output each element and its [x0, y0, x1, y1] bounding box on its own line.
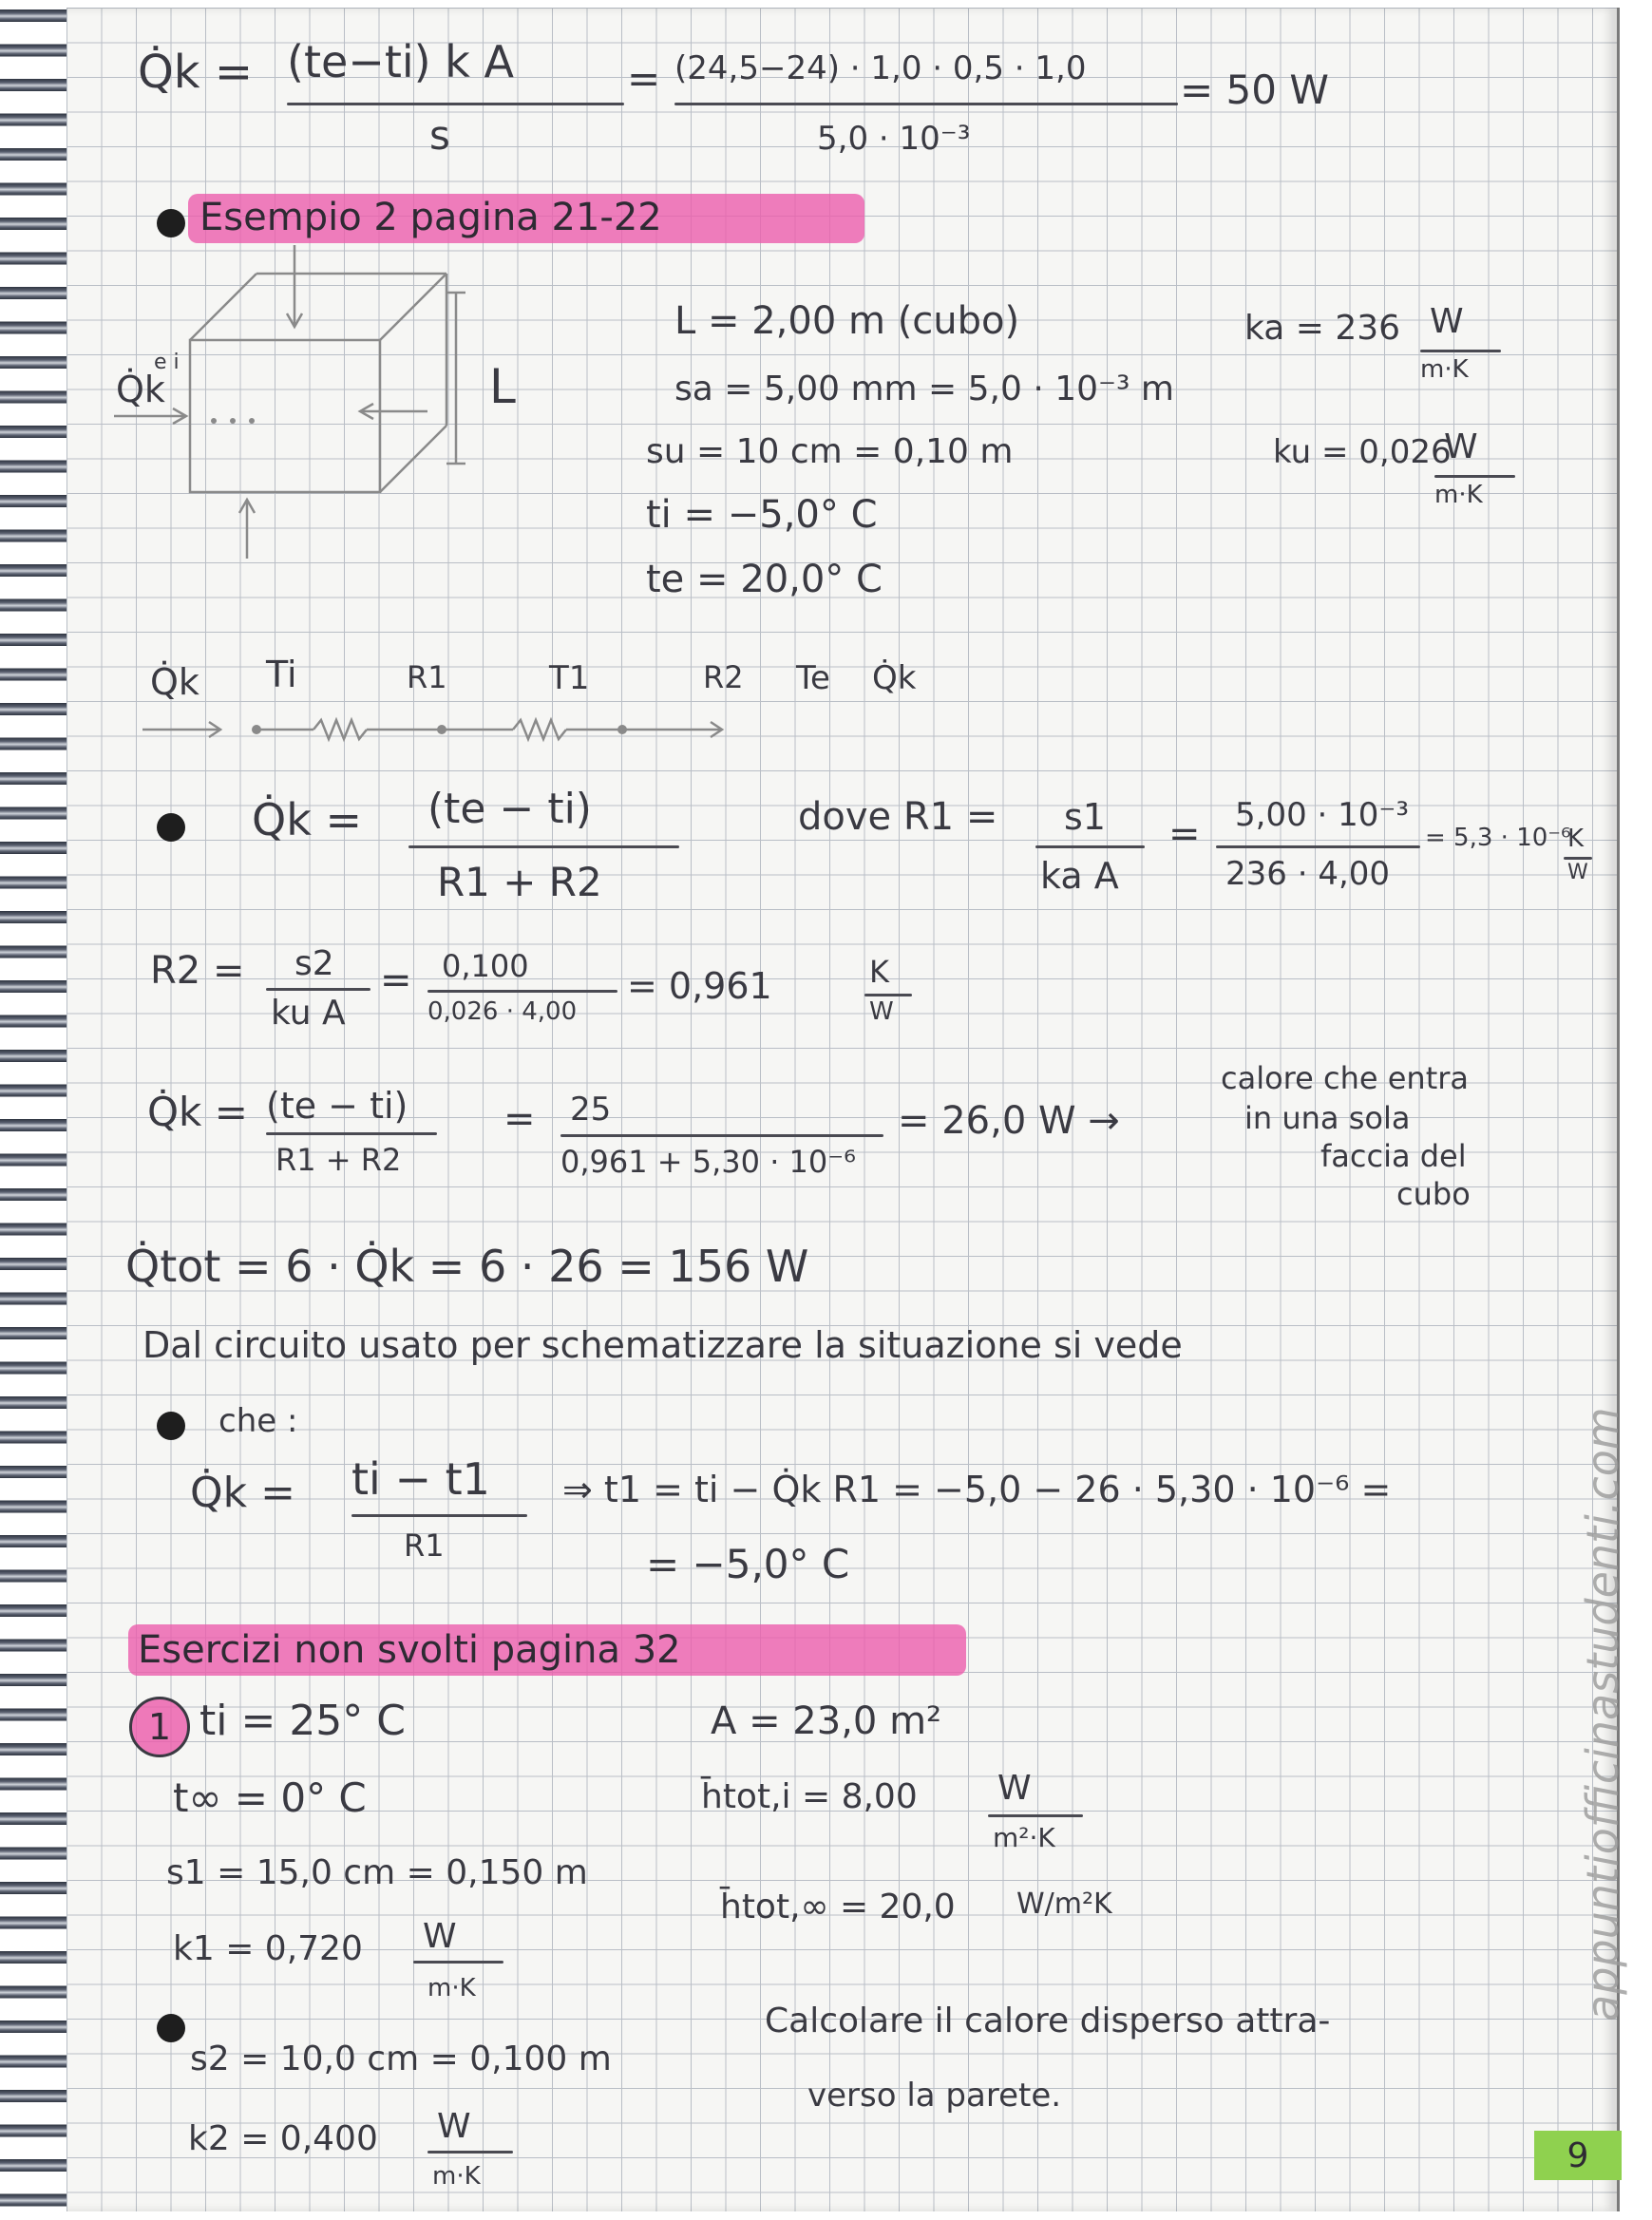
unit-numerator: W [1430, 302, 1464, 341]
numerator: (te − ti) [266, 1085, 408, 1127]
fraction-bar [408, 845, 679, 848]
unit-denominator: m·K [1420, 355, 1469, 384]
r2-result: = 0,961 [627, 965, 772, 1007]
ex1-s2: s2 = 10,0 cm = 0,100 m [190, 2040, 612, 2078]
binder-hole [157, 1412, 185, 1440]
eq2-lhs: Q̇k = [252, 794, 363, 845]
eq5-total-heat: Q̇tot = 6 · Q̇k = 6 · 26 = 156 W [125, 1241, 809, 1292]
numerator: 0,100 [442, 948, 529, 984]
given-te: te = 20,0° C [646, 558, 883, 601]
fraction-bar [560, 1134, 883, 1137]
denominator: ku A [271, 994, 346, 1033]
unit-numerator: K [869, 954, 889, 990]
section-heading-esercizi: Esercizi non svolti pagina 32 [138, 1628, 681, 1672]
unit-numerator: W [423, 1917, 457, 1956]
equals-sign: = [627, 55, 661, 102]
ex1-area: A = 23,0 m² [711, 1699, 942, 1743]
fraction-bar [1216, 845, 1420, 848]
note-line-3: faccia del [1320, 1138, 1467, 1174]
eq6-lhs: Q̇k = [190, 1469, 295, 1517]
equals-sign: = [380, 958, 412, 1002]
unit-numerator: W [437, 2107, 471, 2146]
fraction-bar [864, 994, 912, 996]
circuit-qk-right: Q̇k [872, 659, 917, 697]
fraction-bar [1035, 845, 1145, 848]
thermal-circuit [142, 711, 731, 749]
fraction-bar [1420, 350, 1501, 352]
notebook-page [66, 8, 1628, 2211]
circuit-R1: R1 [407, 659, 447, 695]
unit-denominator: m·K [432, 2162, 481, 2191]
ex1-tinf: t∞ = 0° C [173, 1774, 367, 1821]
cube-label-qk: Q̇k [116, 369, 165, 410]
numerator: s2 [294, 944, 334, 983]
ex1-h-inside: h̄tot,i = 8,00 [701, 1777, 918, 1816]
unit-denominator: W [1567, 861, 1588, 884]
denominator: 0,961 + 5,30 · 10⁻⁶ [560, 1144, 856, 1180]
unit-denominator: W [869, 997, 894, 1026]
eq1-f2-numerator: (24,5−24) · 1,0 · 0,5 · 1,0 [674, 49, 1087, 87]
binder-hole [157, 813, 185, 842]
numerator: 5,00 · 10⁻³ [1235, 796, 1409, 834]
numerator: s1 [1064, 796, 1106, 838]
denominator: R1 + R2 [437, 859, 602, 905]
fraction-bar [413, 1961, 503, 1964]
eq4-result: = 26,0 W → [898, 1099, 1120, 1143]
given-su: su = 10 cm = 0,10 m [646, 432, 1014, 471]
given-ti: ti = −5,0° C [646, 493, 878, 537]
ex1-task-line-2: verso la parete. [807, 2077, 1062, 2115]
circuit-Ti: Ti [266, 654, 297, 695]
unit-denominator: m·K [427, 1974, 476, 2002]
ex1-k1: k1 = 0,720 [173, 1929, 363, 1968]
eq1-result: = 50 W [1180, 66, 1329, 113]
note-line-1: calore che entra [1221, 1060, 1469, 1096]
circuit-qk-left: Q̇k [150, 661, 199, 703]
note-line-4: cubo [1396, 1176, 1471, 1212]
fraction-bar [351, 1514, 527, 1517]
circuit-Te: Te [796, 659, 830, 697]
ex1-task-line-1: Calcolare il calore disperso attra- [765, 2002, 1331, 2040]
hinf-unit: W/m²K [1016, 1888, 1112, 1921]
cube-label-L: L [489, 359, 516, 414]
denominator: 236 · 4,00 [1225, 855, 1391, 893]
fraction-bar [266, 1132, 437, 1135]
r1-result: = 5,3 · 10⁻⁶ [1425, 824, 1571, 852]
eq1-f1-numerator: (te−ti) k A [287, 36, 514, 87]
denominator: 0,026 · 4,00 [427, 997, 578, 1026]
eq2-dove-r1: dove R1 = [798, 795, 998, 839]
denominator: ka A [1040, 855, 1119, 897]
ex1-h-outside: h̄tot,∞ = 20,0 [720, 1888, 956, 1926]
sentence-line-1: Dal circuito usato per schematizzare la situazione si vede [142, 1324, 1183, 1366]
unit-denominator: m²·K [993, 1822, 1055, 1853]
eq6-result: = −5,0° C [646, 1541, 850, 1587]
eq1-lhs: Q̇k = [138, 46, 254, 99]
given-ku: ku = 0,026 [1273, 433, 1452, 471]
binder-hole [157, 2014, 185, 2042]
page-number-tag: 9 [1534, 2131, 1622, 2180]
fraction-bar [1434, 475, 1515, 478]
exercise-number-badge: 1 [129, 1697, 190, 1757]
fraction-bar [988, 1814, 1083, 1817]
eq1-f2-denominator: 5,0 · 10⁻³ [817, 120, 971, 158]
binder-hole [157, 209, 185, 237]
fraction-bar [1564, 857, 1592, 860]
equals-sign: = [503, 1097, 536, 1141]
unit-numerator: K [1567, 825, 1585, 853]
fraction-bar [427, 2151, 513, 2154]
eq1-f1-denominator: s [429, 112, 450, 159]
given-L: L = 2,00 m (cubo) [674, 299, 1020, 343]
equals-sign: = [1168, 812, 1201, 856]
ex1-ti: ti = 25° C [199, 1697, 407, 1745]
fraction-bar [427, 990, 617, 993]
watermark-text: appuntiofficinastudenti.com [1577, 1407, 1628, 2021]
section-heading-esempio-2: Esempio 2 pagina 21-22 [199, 196, 662, 239]
given-sa: sa = 5,00 mm = 5,0 · 10⁻³ m [674, 370, 1174, 408]
circuit-T1: T1 [549, 659, 590, 697]
denominator: R1 [404, 1527, 445, 1564]
given-ka: ka = 236 [1244, 309, 1401, 348]
numerator: ti − t1 [351, 1453, 490, 1505]
eq4-lhs: Q̇k = [147, 1089, 248, 1135]
cube-label-ei: e i [154, 351, 180, 374]
eq3-lhs: R2 = [150, 949, 245, 993]
sentence-line-2: che : [218, 1402, 298, 1440]
fraction-bar [674, 103, 1178, 105]
numerator: 25 [570, 1091, 612, 1129]
fraction-bar [287, 103, 624, 105]
eq6-implication: ⇒ t1 = ti − Q̇k R1 = −5,0 − 26 · 5,30 · 10⁻⁶ = [562, 1469, 1392, 1510]
numerator: (te − ti) [427, 785, 592, 833]
ex1-s1: s1 = 15,0 cm = 0,150 m [166, 1853, 588, 1892]
ex1-k2: k2 = 0,400 [188, 2119, 378, 2158]
note-line-2: in una sola [1244, 1100, 1411, 1136]
fraction-bar [266, 988, 370, 991]
unit-denominator: m·K [1434, 481, 1483, 509]
unit-numerator: W [1444, 427, 1478, 466]
denominator: R1 + R2 [275, 1142, 402, 1178]
circuit-R2: R2 [703, 659, 744, 695]
unit-numerator: W [997, 1769, 1032, 1808]
